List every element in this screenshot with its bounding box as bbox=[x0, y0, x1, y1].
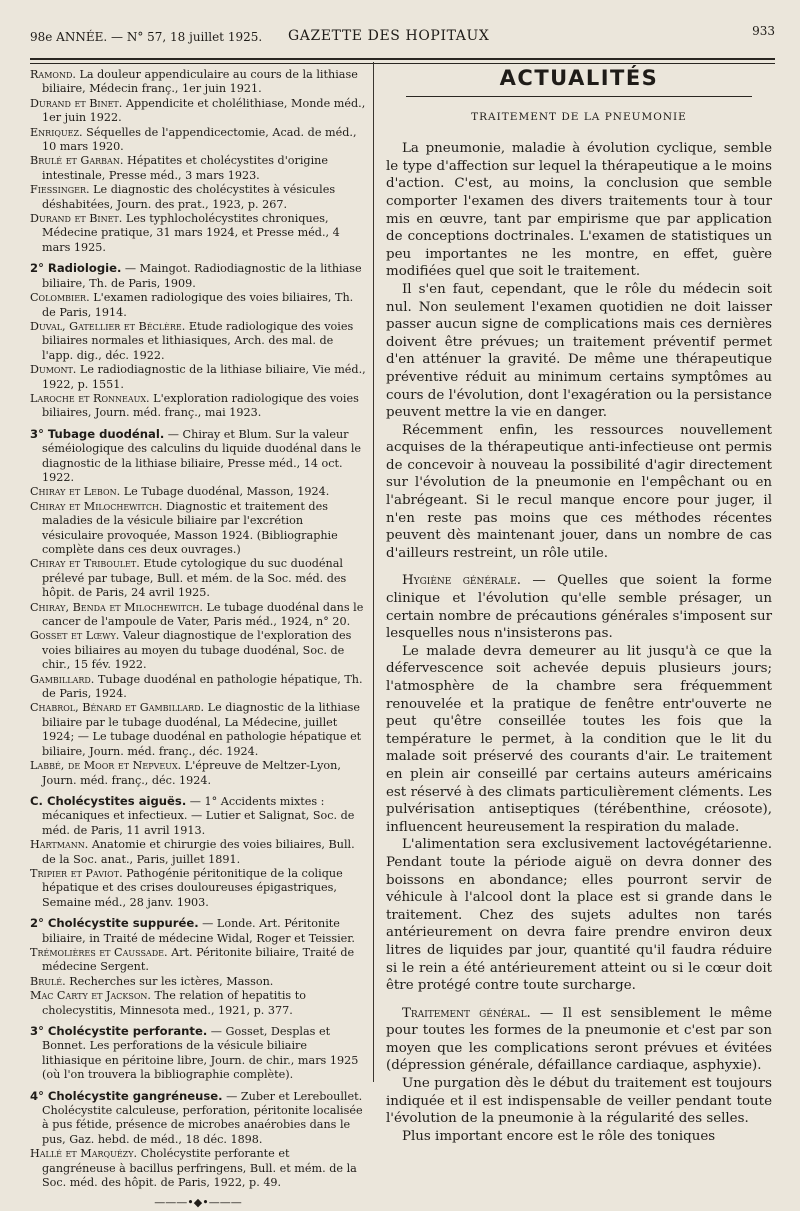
entry-citation: The relation of hepatitis to cholecystitis, Minnesota med., 1921, p. 377. bbox=[42, 989, 306, 1017]
subsection-label: C. Cholécystites aiguës. bbox=[30, 793, 187, 808]
page-header bbox=[30, 22, 775, 60]
article-body bbox=[386, 140, 772, 1145]
entry-author: Colombier. bbox=[30, 291, 90, 305]
paragraph-text: — Il est sensiblement le même pour toutes les formes de la pneumonie et c'est par son moyen que les complications seront prévues et évitées (dépression générale, défaillance cardiaque, asphyxie). bbox=[386, 1005, 772, 1074]
entry-author: Ramond. bbox=[30, 68, 76, 81]
paragraph-text: Récemment enfin, les ressources nouvellement acquises de la thérapeutique anti-infectieuse ont permis de concevoir à nouveau la possibilité d'agir directement sur l'évolution de la pneumonie en l'empêchant ou en l'abrégeant. Si le recul manque encore pour juger, il n'en reste pas moins que ces méthodes récentes peuvent dès maintenant jouer, dans un nombre de cas d'ailleurs restreint, un rôle utile. bbox=[386, 422, 772, 561]
entry-author: Chiray et Triboulet. bbox=[30, 557, 140, 571]
bibliography-entry bbox=[30, 499, 366, 558]
subsection-label: 2° Radiologie. bbox=[30, 261, 122, 276]
article-paragraph bbox=[386, 1075, 772, 1128]
bibliography-entry bbox=[30, 363, 366, 392]
entry-author: Labbé, de Moor et Nepveux. bbox=[30, 759, 182, 773]
entry-author: Chiray et Lebon. bbox=[30, 485, 121, 499]
subsection-citation: — 1° Accidents mixtes : mécaniques et infectieux. — Lutier et Salignat, Soc. de méd. de Paris, 11 avril 1913. bbox=[42, 794, 355, 837]
entry-citation: Etude radiologique des voies biliaires normales et lithiasiques, Arch. des mal. de l'app. dig., déc. 1922. bbox=[42, 319, 354, 362]
paragraph-rubric: Hygiène générale. bbox=[402, 573, 522, 589]
entry-author: Chabrol, Bénard et Gambillard. bbox=[30, 701, 205, 715]
entry-author: Mac Carty et Jackson. bbox=[30, 989, 151, 1003]
bibliography-entry bbox=[30, 759, 366, 788]
bibliography-subsection-heading bbox=[30, 261, 366, 291]
entry-citation: Hépatites et cholécystites d'origine intestinale, Presse méd., 3 mars 1923. bbox=[42, 154, 328, 182]
end-ornament: ———•◆•——— bbox=[154, 1196, 242, 1210]
entry-author: Brulé et Garban. bbox=[30, 154, 124, 168]
entry-citation: Recherches sur les ictères, Masson. bbox=[65, 974, 274, 988]
entry-citation: Cholécystite perforante et gangréneuse à bacillus perfringens, Bull. et mém. de la Soc. méd. des hôpit. de Paris, 1922, p. 49. bbox=[42, 1147, 357, 1190]
article-paragraph bbox=[386, 140, 772, 281]
entry-author: Chiray et Milochewitch. bbox=[30, 499, 163, 513]
bibliography-entry bbox=[30, 154, 366, 183]
journal-title: GAZETTE DES HOPITAUX bbox=[288, 28, 490, 44]
bibliography-entry bbox=[30, 291, 366, 320]
bibliography-entry bbox=[30, 672, 366, 702]
entry-citation: Valeur diagnostique de l'exploration des voies biliaires au moyen du tubage duodénal, Soc. de chir., 15 fév. 1922. bbox=[42, 629, 352, 672]
entry-author: Fiessinger. bbox=[30, 183, 90, 197]
paragraph-text: L'alimentation sera exclusivement lactovégétarienne. Pendant toute la période aiguë on devra donner des boissons en abondance; elles pourront servir de véhicule à l'alcool dont la place est si grande dans le traitement. Chez des sujets adultes non tarés antérieurement on devra faire prendre environ deux litres de liquides par jour, quantité qu'il faudra réduire si le rein a été antérieurement atteint ou si le cœur doit être protégé contre toute surcharge. bbox=[386, 837, 772, 994]
paragraph-text: — Quelles que soient la forme clinique et l'évolution qu'elle semble présager, un certain nombre de précautions générales s'imposent sur lesquelles nous n'insisterons pas. bbox=[386, 573, 772, 642]
subsection-citation: — Chiray et Blum. Sur la valeur séméiologique des calculins du liquide duodénal dans le diagnostic de la lithiase biliaire, Presse méd., 14 oct. 1922. bbox=[42, 427, 362, 484]
entry-citation: L'épreuve de Meltzer-Lyon, Journ. méd. franç., déc. 1924. bbox=[42, 759, 341, 787]
bibliography-intro-list bbox=[30, 68, 366, 255]
bibliography-subsection-heading bbox=[30, 426, 366, 486]
entry-author: Laroche et Ronneaux. bbox=[30, 391, 150, 405]
bibliography-entry bbox=[30, 838, 366, 867]
entry-author: Gosset et Lœwy. bbox=[30, 629, 120, 643]
entry-citation: L'examen radiologique des voies biliaires, Th. de Paris, 1914. bbox=[42, 291, 354, 319]
entry-author: Tripier et Paviot. bbox=[30, 866, 123, 880]
bibliography-subsection-heading bbox=[30, 1024, 366, 1083]
bibliography-entry bbox=[30, 68, 366, 97]
paragraph-text: Il s'en faut, cependant, que le rôle du médecin soit nul. Non seulement l'examen quotidien ne doit laisser passer aucun signe de complications mais ces dernières doivent être prévues; un traitement préventif permet d'en atténuer la gravité. De même une thérapeutique préventive réduit au minimum certains symptômes au cours de l'évolution, dont l'exagération ou la persistance peuvent mettre la vie en danger. bbox=[386, 281, 772, 421]
entry-citation: Les typhlocholécystites chroniques, Médecine pratique, 31 mars 1924, et Presse méd., 4 mars 1925. bbox=[42, 212, 340, 254]
column-divider bbox=[373, 62, 374, 1082]
entry-citation: Le Tubage duodénal, Masson, 1924. bbox=[120, 485, 330, 499]
entry-citation: Etude cytologique du suc duodénal prélevé par tubage, Bull. et mém. de la Soc. méd. des hôpit. de Paris, 24 avril 1925. bbox=[42, 557, 347, 600]
bibliography-entry bbox=[30, 974, 366, 989]
bibliography-entry bbox=[30, 96, 366, 126]
entry-citation: Le diagnostic de la lithiase biliaire par le tubage duodénal, La Médecine, juillet 1924; — Le tubage duodénal en pathologie hépatique et biliaire, Journ. méd. franç., déc. 1924. bbox=[42, 701, 362, 758]
entry-citation: Diagnostic et traitement des maladies de la vésicule biliaire par l'excrétion vésiculaire provoquée, Masson 1924. (Bibliographie complète dans ces deux ouvrages.) bbox=[42, 499, 338, 556]
article-paragraph bbox=[386, 281, 772, 422]
entry-citation: Le diagnostic des cholécystites à vésicules déshabitées, Journ. des prat., 1923, p. 267. bbox=[42, 183, 336, 211]
entry-author: Trémolières et Caussade. bbox=[30, 945, 168, 959]
bibliography-entry bbox=[30, 557, 366, 600]
bibliography-entry bbox=[30, 183, 366, 212]
article-paragraph bbox=[386, 836, 772, 994]
bibliography-entry bbox=[30, 485, 366, 499]
paragraph-rubric: Traitement général. bbox=[402, 1005, 531, 1021]
entry-author: Durand et Binet. bbox=[30, 96, 123, 110]
entry-citation: La douleur appendiculaire au cours de la lithiase biliaire, Médecin franç., 1er juin 1921. bbox=[42, 68, 358, 96]
bibliography-entry bbox=[30, 1147, 366, 1190]
bibliography-entry bbox=[30, 701, 366, 759]
entry-citation: Appendicite et cholélithiase, Monde méd., 1er juin 1922. bbox=[42, 96, 366, 125]
bibliography-column bbox=[30, 68, 366, 1211]
article-paragraph bbox=[386, 1005, 772, 1075]
entry-citation: Le radiodiagnostic de la lithiase biliaire, Vie méd., 1922, p. 1551. bbox=[42, 363, 366, 391]
entry-citation: Art. Péritonite biliaire, Traité de médecine Sergent. bbox=[42, 945, 355, 974]
entry-author: Hallé et Marquézy. bbox=[30, 1147, 138, 1161]
entry-author: Gambillard. bbox=[30, 672, 95, 686]
entry-citation: Séquelles de l'appendicectomie, Acad. de méd., 10 mars 1920. bbox=[42, 125, 357, 154]
issue-info: 98e ANNÉE. — N° 57, 18 juillet 1925. bbox=[30, 30, 263, 44]
article-paragraph bbox=[386, 1128, 772, 1146]
bibliography-sections bbox=[30, 261, 366, 1190]
article-paragraph bbox=[386, 643, 772, 837]
article-paragraph bbox=[386, 572, 772, 642]
subsection-label: 3° Tubage duodénal. bbox=[30, 426, 165, 441]
subsection-label: 4° Cholécystite gangréneuse. bbox=[30, 1088, 223, 1103]
article-paragraph bbox=[386, 422, 772, 563]
bibliography-subsection-heading bbox=[30, 1088, 366, 1148]
bibliography-entry bbox=[30, 629, 366, 672]
paragraph-text: Le malade devra demeurer au lit jusqu'à ce que la défervescence soit achevée depuis plusieurs jours; l'atmosphère de la chambre sera fréquemment renouvelée et la pratique de fenêtre entr'ouverte ne peut qu'être conseillée toutes les fois que la température le permet, à la condition que le lit du malade soit préservé des courants d'air. Le traitement en plein air conseillé par certains auteurs américains est réservé à des climats particulièrement cléments. Les pulvérisation antiseptiques (térébenthine, créosote), influencent heureusement la respiration du malade. bbox=[386, 643, 772, 835]
entry-author: Durand et Binet. bbox=[30, 212, 123, 226]
entry-author: Enriquez. bbox=[30, 125, 83, 139]
entry-citation: Tubage duodénal en pathologie hépatique, Th. de Paris, 1924. bbox=[42, 672, 363, 701]
entry-author: Brulé. bbox=[30, 974, 66, 988]
bibliography-entry bbox=[30, 319, 366, 363]
entry-author: Dumont. bbox=[30, 363, 77, 377]
bibliography-entry bbox=[30, 866, 366, 910]
paragraph-text: La pneumonie, maladie à évolution cyclique, semble le type d'affection sur lequel la thérapeutique a le moins d'action. C'est, au moins, la conclusion que semble comporter l'examen des divers traitements tour à tour mis en œuvre, tant par empirisme que par application de conceptions doctrinales. L'examen de statistiques un peu importantes ne les montre, en effet, guère modifiées quel que soit le traitement. bbox=[386, 141, 772, 280]
subsection-citation: — Gosset, Desplas et Bonnet. Les perforations de la vésicule biliaire lithiasique en péritoine libre, Journ. de chir., mars 1925 (où l'on trouvera la bibliographie complète). bbox=[42, 1025, 359, 1082]
bibliography-entry bbox=[30, 391, 366, 421]
subsection-label: 2° Cholécystite suppurée. bbox=[30, 916, 199, 931]
bibliography-entry bbox=[30, 945, 366, 975]
bibliography-entry bbox=[30, 600, 366, 630]
article-column bbox=[386, 68, 772, 1145]
heading-rule bbox=[406, 96, 752, 97]
paragraph-text: Plus important encore est le rôle des toniques bbox=[402, 1128, 716, 1144]
entry-citation: Pathogénie péritonitique de la colique hépatique et des crises douloureuses épigastriques, Semaine méd., 28 janv. 1903. bbox=[42, 866, 343, 909]
paragraph-text: Une purgation dès le début du traitement est toujours indiquée et il est indispensable de veiller pendant toute l'évolution de la pneumonie à la régularité des selles. bbox=[386, 1076, 772, 1127]
bibliography-entry bbox=[30, 125, 366, 155]
entry-author: Duval, Gatellier et Béclère. bbox=[30, 319, 186, 333]
subsection-citation: — Zuber et Lereboullet. Cholécystite calculeuse, perforation, péritonite localisée à pus fétide, présence de microbes anaérobies dans le pus, Gaz. hebd. de méd., 18 déc. 1898. bbox=[42, 1089, 363, 1146]
entry-author: Chiray, Benda et Milochewitch. bbox=[30, 600, 203, 614]
bibliography-entry bbox=[30, 989, 366, 1018]
bibliography-entry bbox=[30, 212, 366, 255]
article-title: TRAITEMENT DE LA PNEUMONIE bbox=[471, 110, 687, 123]
bibliography-subsection-heading bbox=[30, 916, 366, 946]
entry-citation: L'exploration radiologique des voies biliaires, Journ. méd. franç., mai 1923. bbox=[42, 391, 359, 420]
entry-citation: Le tubage duodénal dans le cancer de l'ampoule de Vater, Paris méd., 1924, n° 20. bbox=[42, 600, 364, 629]
subsection-citation: — Maingot. Radiodiagnostic de la lithiase biliaire, Th. de Paris, 1909. bbox=[42, 262, 362, 290]
section-heading-actualites: ACTUALITÉS bbox=[499, 66, 659, 90]
entry-author: Hartmann. bbox=[30, 838, 89, 852]
bibliography-subsection-heading bbox=[30, 793, 366, 838]
page-number: 933 bbox=[752, 24, 775, 38]
subsection-citation: — Londe. Art. Péritonite biliaire, in Traité de médecine Widal, Roger et Teissier. bbox=[42, 917, 355, 945]
subsection-label: 3° Cholécystite perforante. bbox=[30, 1024, 208, 1038]
entry-citation: Anatomie et chirurgie des voies biliaires, Bull. de la Soc. anat., Paris, juillet 1891. bbox=[42, 838, 355, 866]
